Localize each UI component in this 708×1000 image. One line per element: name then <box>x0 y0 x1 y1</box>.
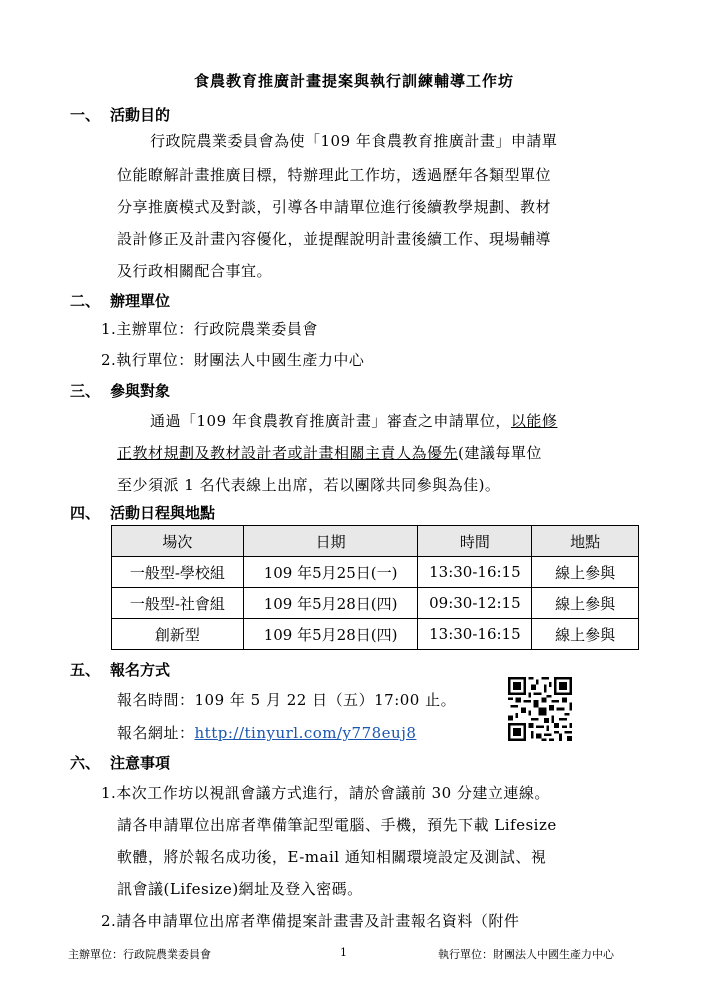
column-header: 時間 <box>418 526 532 557</box>
table-cell: 13:30-16:15 <box>418 557 532 588</box>
footer-page-number: 1 <box>340 946 347 959</box>
section-heading-participants <box>70 380 170 401</box>
section-number: 四、 <box>70 504 101 522</box>
note-line: 軟體，將於報名成功後，E-mail 通知相關環境設定及測試、視 <box>117 848 547 866</box>
registration-time: 報名時間：109 年 5 月 22 日（五）17:00 止。 <box>117 691 457 709</box>
table-cell: 一般型-學校組 <box>112 557 244 588</box>
participants-text: (建議每單位 <box>458 444 542 462</box>
table-cell: 一般型-社會組 <box>112 588 244 619</box>
participants-priority-text: 以能修 <box>510 412 558 430</box>
section-title: 活動日程與地點 <box>110 504 216 522</box>
section-title: 注意事項 <box>110 754 171 772</box>
section-number: 五、 <box>70 661 101 679</box>
table-cell: 線上參與 <box>532 557 639 588</box>
purpose-line: 位能瞭解計畫推廣目標，特辦理此工作坊，透過歷年各類型單位 <box>117 166 552 184</box>
purpose-line: 分享推廣模式及對談，引導各申請單位進行後續教學規劃、教材 <box>117 198 552 216</box>
participants-line <box>150 410 557 431</box>
table-header-row <box>112 526 639 557</box>
section-title: 參與對象 <box>110 382 171 400</box>
purpose-line: 及行政相關配合事宜。 <box>117 262 273 280</box>
column-header: 場次 <box>112 526 244 557</box>
section-number: 三、 <box>70 382 101 400</box>
footer-executor: 執行單位：財團法人中國生產力中心 <box>438 948 614 961</box>
section-heading-notes <box>70 752 170 773</box>
table-cell: 109 年5月28日(四) <box>243 619 418 650</box>
registration-url-line <box>117 722 416 743</box>
column-header: 日期 <box>243 526 418 557</box>
section-number: 一、 <box>70 106 101 124</box>
table-row <box>112 557 639 588</box>
note-line: 請各申請單位出席者準備筆記型電腦、手機，預先下載 Lifesize <box>117 816 557 834</box>
participants-text: 通過「109 年食農教育推廣計畫」審查之申請單位， <box>150 412 511 430</box>
page-title: 食農教育推廣計畫提案與執行訓練輔導工作坊 <box>193 72 514 90</box>
section-heading-schedule <box>70 502 215 523</box>
section-heading-registration <box>70 659 170 680</box>
table-cell: 13:30-16:15 <box>418 619 532 650</box>
table-cell: 線上參與 <box>532 588 639 619</box>
footer-host: 主辦單位：行政院農業委員會 <box>68 948 211 961</box>
table-cell: 109 年5月25日(一) <box>243 557 418 588</box>
participants-line <box>117 442 542 463</box>
column-header: 地點 <box>532 526 639 557</box>
purpose-line: 設計修正及計畫內容優化，並提醒說明計畫後續工作、現場輔導 <box>117 230 552 248</box>
purpose-line: 行政院農業委員會為使「109 年食農教育推廣計畫」申請單 <box>150 132 558 150</box>
table-cell: 09:30-12:15 <box>418 588 532 619</box>
section-title: 活動目的 <box>110 106 171 124</box>
section-title: 辦理單位 <box>110 292 171 310</box>
registration-url-label: 報名網址： <box>117 724 195 742</box>
organizer-host: 1.主辦單位：行政院農業委員會 <box>101 320 318 338</box>
participants-line: 至少須派 1 名代表線上出席，若以團隊共同參與為佳)。 <box>117 476 501 494</box>
qr-code-icon <box>508 677 572 741</box>
organizer-executor: 2.執行單位：財團法人中國生產力中心 <box>101 351 365 369</box>
note-line: 2.請各申請單位出席者準備提案計畫書及計畫報名資料（附件 <box>101 912 520 930</box>
schedule-table <box>111 525 639 650</box>
note-line: 訊會議(Lifesize)網址及登入密碼。 <box>117 880 363 898</box>
section-number: 六、 <box>70 754 101 772</box>
table-row <box>112 619 639 650</box>
participants-priority-text: 正教材規劃及教材設計者或計畫相關主責人為優先 <box>117 444 459 462</box>
note-line: 1.本次工作坊以視訊會議方式進行，請於會議前 30 分建立連線。 <box>101 784 550 802</box>
section-heading-purpose <box>70 104 170 125</box>
table-cell: 線上參與 <box>532 619 639 650</box>
table-cell: 創新型 <box>112 619 244 650</box>
registration-link[interactable]: http://tinyurl.com/y778euj8 <box>194 724 417 742</box>
section-heading-organizers <box>70 290 170 311</box>
section-number: 二、 <box>70 292 101 310</box>
table-row <box>112 588 639 619</box>
section-title: 報名方式 <box>110 661 171 679</box>
table-cell: 109 年5月28日(四) <box>243 588 418 619</box>
